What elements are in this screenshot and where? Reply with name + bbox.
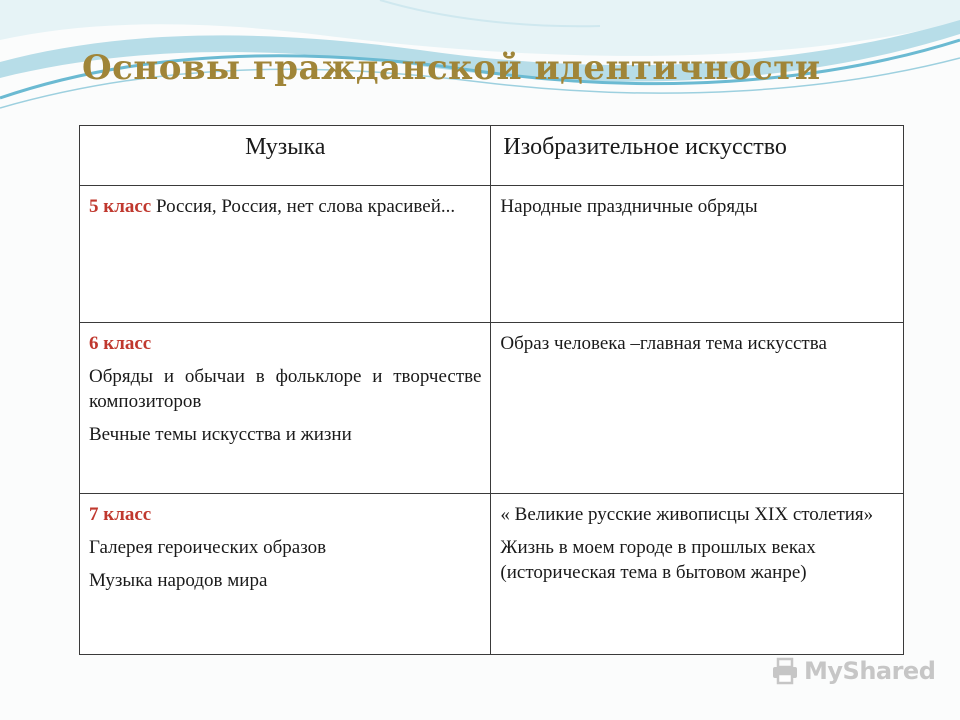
art-cell-grade-6 bbox=[491, 323, 904, 494]
music-cell-grade-7 bbox=[80, 494, 491, 655]
music-topic: Обряды и обычаи в фольклоре и творчестве композиторов bbox=[89, 366, 482, 412]
art-topic: Жизнь в моем городе в прошлых веках (историческая тема в бытовом жанре) bbox=[500, 537, 816, 583]
watermark-text: MyShared bbox=[804, 657, 936, 685]
watermark bbox=[770, 656, 935, 686]
grade-label: 6 класс bbox=[89, 333, 152, 354]
grade-label: 7 класс bbox=[89, 504, 152, 525]
music-topic: Музыка народов мира bbox=[89, 570, 268, 591]
table-header-row bbox=[80, 126, 904, 186]
table-row-grade-7 bbox=[80, 494, 904, 655]
header-music: Музыка bbox=[80, 126, 491, 186]
art-topic: « Великие русские живописцы XIX столетия» bbox=[500, 504, 874, 525]
music-topic: Россия, Россия, нет слова красивей... bbox=[151, 196, 456, 217]
table-row-grade-5 bbox=[80, 186, 904, 323]
music-topic: Галерея героических образов bbox=[89, 537, 327, 558]
art-cell-grade-5 bbox=[491, 186, 904, 323]
printer-icon bbox=[770, 656, 800, 686]
music-topic: Вечные темы искусства и жизни bbox=[89, 424, 352, 445]
art-topic: Образ человека –главная тема искусства bbox=[500, 333, 827, 354]
art-cell-grade-7 bbox=[491, 494, 904, 655]
music-cell-grade-6 bbox=[80, 323, 491, 494]
header-art: Изобразительное искусство bbox=[491, 126, 904, 186]
table-row-grade-6 bbox=[80, 323, 904, 494]
slide-title: Основы гражданской идентичности bbox=[82, 48, 821, 88]
curriculum-table bbox=[79, 125, 904, 655]
grade-label: 5 класс bbox=[89, 196, 152, 217]
art-topic: Народные праздничные обряды bbox=[500, 196, 758, 217]
music-cell-grade-5 bbox=[80, 186, 491, 323]
